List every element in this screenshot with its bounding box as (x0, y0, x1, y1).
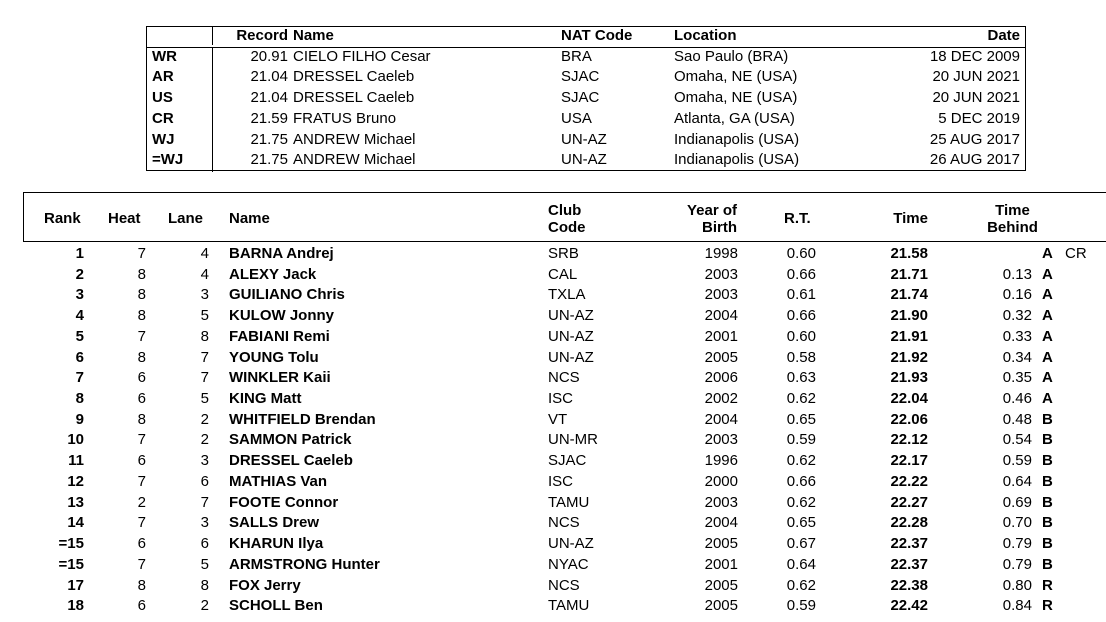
year-of-birth: 2005 (704, 348, 738, 366)
year-of-birth: 2004 (704, 307, 738, 325)
reaction-time: 0.63 (786, 369, 816, 387)
swimmer-name: SALLS Drew (229, 514, 320, 532)
header-time: Time (893, 210, 928, 227)
club-code: UN-MR (548, 431, 598, 449)
heat-cell: 7 (137, 555, 146, 573)
swimmer-name: YOUNG Tolu (229, 348, 319, 366)
time-behind: 0.79 (1002, 535, 1032, 553)
result-row (0, 452, 1106, 473)
time-behind: 0.32 (1002, 307, 1032, 325)
reaction-time: 0.61 (786, 286, 816, 304)
swim-time: 22.27 (890, 493, 928, 511)
swim-time: 21.58 (890, 245, 928, 262)
reaction-time: 0.64 (786, 555, 816, 573)
result-row (0, 390, 1106, 411)
record-time: 21.04 (250, 68, 288, 85)
qualification-mark: B (1042, 535, 1053, 553)
qualification-mark: B (1042, 452, 1053, 470)
swimmer-name: SAMMON Patrick (229, 431, 352, 449)
record-holder: ANDREW Michael (293, 131, 416, 148)
year-of-birth: 2005 (704, 597, 738, 615)
swimmer-name: KING Matt (229, 390, 302, 408)
heat-cell: 7 (137, 245, 146, 262)
swim-time: 22.04 (890, 390, 928, 408)
year-of-birth: 2001 (704, 327, 738, 345)
swim-time: 22.37 (890, 555, 928, 573)
records-header-record: Record (236, 27, 288, 44)
time-behind: 0.48 (1002, 410, 1032, 428)
reaction-time: 0.65 (786, 514, 816, 532)
record-nat: SJAC (561, 68, 600, 85)
reaction-time: 0.59 (786, 431, 816, 449)
rank-cell: 14 (67, 514, 84, 532)
qualification-mark: B (1042, 514, 1053, 532)
record-abbr: CR (152, 110, 174, 127)
record-mark: CR (1065, 245, 1087, 262)
heat-cell: 6 (137, 452, 146, 470)
record-abbr: =WJ (152, 151, 184, 168)
swim-time: 21.90 (890, 307, 928, 325)
reaction-time: 0.66 (786, 265, 816, 283)
reaction-time: 0.60 (786, 245, 816, 262)
heat-cell: 7 (137, 514, 146, 532)
club-code: TAMU (548, 597, 590, 615)
swim-time: 22.12 (890, 431, 928, 449)
year-of-birth: 2005 (704, 535, 738, 553)
qualification-mark: B (1042, 493, 1053, 511)
records-header-abbr-cell (147, 27, 213, 45)
time-behind: 0.33 (1002, 327, 1032, 345)
year-of-birth: 2003 (704, 431, 738, 449)
swim-time: 21.74 (890, 286, 928, 304)
result-row (0, 307, 1106, 328)
year-of-birth: 2003 (704, 265, 738, 283)
rank-cell: 6 (75, 348, 84, 366)
rank-cell: 1 (75, 245, 84, 262)
year-of-birth: 2004 (704, 514, 738, 532)
time-behind: 0.59 (1002, 452, 1032, 470)
records-table (146, 26, 1026, 171)
rank-cell: 10 (67, 431, 84, 449)
reaction-time: 0.59 (786, 597, 816, 615)
rank-cell: 5 (75, 327, 84, 345)
swim-time: 22.42 (890, 597, 928, 615)
swimmer-name: KULOW Jonny (229, 307, 334, 325)
result-row (0, 245, 1106, 266)
lane-cell: 2 (200, 597, 209, 615)
result-row (0, 411, 1106, 432)
record-nat: UN-AZ (561, 131, 607, 148)
lane-cell: 6 (200, 472, 209, 490)
record-time: 21.75 (250, 151, 288, 168)
qualification-mark: A (1042, 307, 1053, 325)
records-header-nat: NAT Code (561, 27, 633, 44)
result-row (0, 266, 1106, 287)
lane-cell: 5 (200, 307, 209, 325)
club-code: UN-AZ (548, 348, 594, 366)
heat-cell: 2 (137, 493, 146, 511)
result-row (0, 597, 1106, 618)
rank-cell: 8 (75, 390, 84, 408)
record-time: 21.04 (250, 89, 288, 106)
result-row (0, 431, 1106, 452)
reaction-time: 0.66 (786, 307, 816, 325)
swimmer-name: FOOTE Connor (229, 493, 339, 511)
qualification-mark: R (1042, 576, 1053, 594)
record-location: Indianapolis (USA) (674, 151, 800, 168)
swim-time: 22.37 (890, 535, 928, 553)
record-location: Omaha, NE (USA) (674, 89, 798, 106)
records-header-location: Location (674, 27, 737, 44)
rank-cell: 12 (67, 472, 84, 490)
lane-cell: 2 (200, 410, 209, 428)
year-of-birth: 2004 (704, 410, 738, 428)
record-nat: USA (561, 110, 592, 127)
result-row (0, 349, 1106, 370)
lane-cell: 6 (200, 535, 209, 553)
swim-time: 21.91 (890, 327, 928, 345)
lane-cell: 4 (200, 265, 209, 283)
record-holder: ANDREW Michael (293, 151, 416, 168)
reaction-time: 0.62 (786, 452, 816, 470)
header-club-line2: Code (548, 219, 586, 236)
qualification-mark: B (1042, 555, 1053, 573)
swimmer-name: MATHIAS Van (229, 472, 328, 490)
records-header-name: Name (293, 27, 334, 44)
year-of-birth: 1998 (704, 245, 738, 262)
time-behind: 0.13 (1002, 265, 1032, 283)
year-of-birth: 2003 (704, 493, 738, 511)
time-behind: 0.54 (1002, 431, 1032, 449)
rank-cell: 4 (75, 307, 84, 325)
year-of-birth: 2005 (704, 576, 738, 594)
record-time: 20.91 (250, 48, 288, 65)
heat-cell: 6 (137, 535, 146, 553)
lane-cell: 8 (200, 576, 209, 594)
rank-cell: 7 (75, 369, 84, 387)
swimmer-name: GUILIANO Chris (229, 286, 345, 304)
swimmer-name: FOX Jerry (229, 576, 301, 594)
reaction-time: 0.65 (786, 410, 816, 428)
year-of-birth: 2002 (704, 390, 738, 408)
heat-cell: 7 (137, 431, 146, 449)
club-code: UN-AZ (548, 307, 594, 325)
year-of-birth: 2006 (704, 369, 738, 387)
record-row (147, 151, 1025, 172)
club-code: CAL (548, 265, 578, 283)
swim-time: 22.28 (890, 514, 928, 532)
lane-cell: 3 (200, 514, 209, 532)
record-date: 26 AUG 2017 (929, 151, 1020, 168)
record-date: 25 AUG 2017 (929, 131, 1020, 148)
swim-time: 21.71 (890, 265, 928, 283)
club-code: UN-AZ (548, 327, 594, 345)
reaction-time: 0.66 (786, 472, 816, 490)
header-behind-line2: Behind (987, 219, 1038, 236)
swim-time: 22.38 (890, 576, 928, 594)
header-heat: Heat (108, 210, 141, 227)
swim-time: 21.92 (890, 348, 928, 366)
record-holder: DRESSEL Caeleb (293, 68, 415, 85)
time-behind: 0.79 (1002, 555, 1032, 573)
reaction-time: 0.58 (786, 348, 816, 366)
swimmer-name: SCHOLL Ben (229, 597, 323, 615)
swimmer-name: BARNA Andrej (229, 245, 334, 262)
lane-cell: 3 (200, 452, 209, 470)
lane-cell: 5 (200, 390, 209, 408)
club-code: NCS (548, 514, 580, 532)
lane-cell: 7 (200, 348, 209, 366)
record-holder: FRATUS Bruno (293, 110, 397, 127)
year-of-birth: 2000 (704, 472, 738, 490)
lane-cell: 3 (200, 286, 209, 304)
rank-cell: 9 (75, 410, 84, 428)
swimmer-name: WHITFIELD Brendan (229, 410, 376, 428)
lane-cell: 2 (200, 431, 209, 449)
record-abbr: AR (152, 68, 174, 85)
rank-cell: =15 (58, 535, 84, 553)
header-rt: R.T. (784, 210, 811, 227)
swim-time: 22.06 (890, 410, 928, 428)
header-name: Name (229, 210, 270, 227)
result-row (0, 369, 1106, 390)
header-club-line1: Club (548, 202, 582, 219)
header-behind-line1: Time (995, 202, 1030, 219)
qualification-mark: A (1042, 245, 1053, 262)
club-code: TXLA (548, 286, 586, 304)
result-row (0, 286, 1106, 307)
result-row (0, 514, 1106, 535)
heat-cell: 7 (137, 472, 146, 490)
record-abbr: WJ (152, 131, 175, 148)
swimmer-name: WINKLER Kaii (229, 369, 331, 387)
time-behind: 0.46 (1002, 390, 1032, 408)
heat-cell: 8 (137, 576, 146, 594)
record-row (147, 47, 1025, 69)
club-code: NCS (548, 576, 580, 594)
lane-cell: 4 (200, 245, 209, 262)
heat-cell: 8 (137, 348, 146, 366)
result-row (0, 556, 1106, 577)
heat-cell: 7 (137, 327, 146, 345)
record-date: 18 DEC 2009 (929, 48, 1020, 65)
swim-time: 22.22 (890, 472, 928, 490)
record-row (147, 110, 1025, 131)
reaction-time: 0.62 (786, 390, 816, 408)
record-date: 20 JUN 2021 (932, 89, 1020, 106)
qualification-mark: R (1042, 597, 1053, 615)
reaction-time: 0.60 (786, 327, 816, 345)
record-location: Sao Paulo (BRA) (674, 48, 789, 65)
reaction-time: 0.67 (786, 535, 816, 553)
time-behind: 0.35 (1002, 369, 1032, 387)
qualification-mark: A (1042, 369, 1053, 387)
lane-cell: 7 (200, 493, 209, 511)
record-row (147, 89, 1025, 110)
rank-cell: 17 (67, 576, 84, 594)
header-lane: Lane (168, 210, 204, 227)
header-year-line1: Year of (686, 202, 737, 219)
result-row (0, 473, 1106, 494)
swimmer-name: ARMSTRONG Hunter (229, 555, 380, 573)
qualification-mark: B (1042, 410, 1053, 428)
record-holder: CIELO FILHO Cesar (293, 48, 431, 65)
record-date: 20 JUN 2021 (932, 68, 1020, 85)
record-time: 21.75 (250, 131, 288, 148)
rank-cell: =15 (58, 555, 84, 573)
lane-cell: 7 (200, 369, 209, 387)
year-of-birth: 1996 (704, 452, 738, 470)
club-code: VT (548, 410, 568, 428)
record-holder: DRESSEL Caeleb (293, 89, 415, 106)
qualification-mark: B (1042, 431, 1053, 449)
record-time: 21.59 (250, 110, 288, 127)
swimmer-name: KHARUN Ilya (229, 535, 324, 553)
reaction-time: 0.62 (786, 493, 816, 511)
record-row (147, 131, 1025, 152)
year-of-birth: 2001 (704, 555, 738, 573)
record-abbr: US (152, 89, 173, 106)
record-row (147, 68, 1025, 89)
rank-cell: 2 (75, 265, 84, 283)
record-nat: UN-AZ (561, 151, 607, 168)
heat-cell: 8 (137, 286, 146, 304)
swimmer-name: FABIANI Remi (229, 327, 330, 345)
rank-cell: 11 (68, 452, 84, 470)
result-row (0, 535, 1106, 556)
club-code: NCS (548, 369, 580, 387)
swim-time: 22.17 (890, 452, 928, 470)
heat-cell: 6 (137, 390, 146, 408)
swim-time: 21.93 (890, 369, 928, 387)
record-nat: SJAC (561, 89, 600, 106)
time-behind: 0.70 (1002, 514, 1032, 532)
year-of-birth: 2003 (704, 286, 738, 304)
record-location: Indianapolis (USA) (674, 131, 800, 148)
time-behind: 0.84 (1002, 597, 1032, 615)
time-behind: 0.34 (1002, 348, 1032, 366)
qualification-mark: A (1042, 286, 1053, 304)
record-location: Atlanta, GA (USA) (674, 110, 795, 127)
result-row (0, 577, 1106, 598)
heat-cell: 6 (137, 369, 146, 387)
rank-cell: 13 (67, 493, 84, 511)
header-rank: Rank (44, 210, 81, 227)
time-behind: 0.69 (1002, 493, 1032, 511)
heat-cell: 6 (137, 597, 146, 615)
qualification-mark: A (1042, 327, 1053, 345)
club-code: TAMU (548, 493, 590, 511)
swimmer-name: DRESSEL Caeleb (229, 452, 353, 470)
swimmer-name: ALEXY Jack (229, 265, 317, 283)
heat-cell: 8 (137, 265, 146, 283)
records-header (147, 27, 1025, 45)
header-year-line2: Birth (702, 219, 737, 236)
club-code: UN-AZ (548, 535, 594, 553)
rank-cell: 18 (67, 597, 84, 615)
qualification-mark: A (1042, 390, 1053, 408)
reaction-time: 0.62 (786, 576, 816, 594)
time-behind: 0.64 (1002, 472, 1032, 490)
club-code: ISC (548, 390, 574, 408)
results-header (23, 192, 1106, 242)
qualification-mark: B (1042, 472, 1053, 490)
lane-cell: 8 (200, 327, 209, 345)
rank-cell: 3 (75, 286, 84, 304)
record-date: 5 DEC 2019 (938, 110, 1020, 127)
record-abbr: WR (152, 48, 177, 65)
qualification-mark: A (1042, 265, 1053, 283)
club-code: NYAC (548, 555, 589, 573)
time-behind: 0.80 (1002, 576, 1032, 594)
heat-cell: 8 (137, 307, 146, 325)
record-nat: BRA (561, 48, 592, 65)
club-code: SRB (548, 245, 579, 262)
lane-cell: 5 (200, 555, 209, 573)
result-row (0, 494, 1106, 515)
records-header-date: Date (987, 27, 1020, 44)
heat-cell: 8 (137, 410, 146, 428)
result-row (0, 328, 1106, 349)
club-code: SJAC (548, 452, 587, 470)
qualification-mark: A (1042, 348, 1053, 366)
club-code: ISC (548, 472, 574, 490)
time-behind: 0.16 (1002, 286, 1032, 304)
record-location: Omaha, NE (USA) (674, 68, 798, 85)
